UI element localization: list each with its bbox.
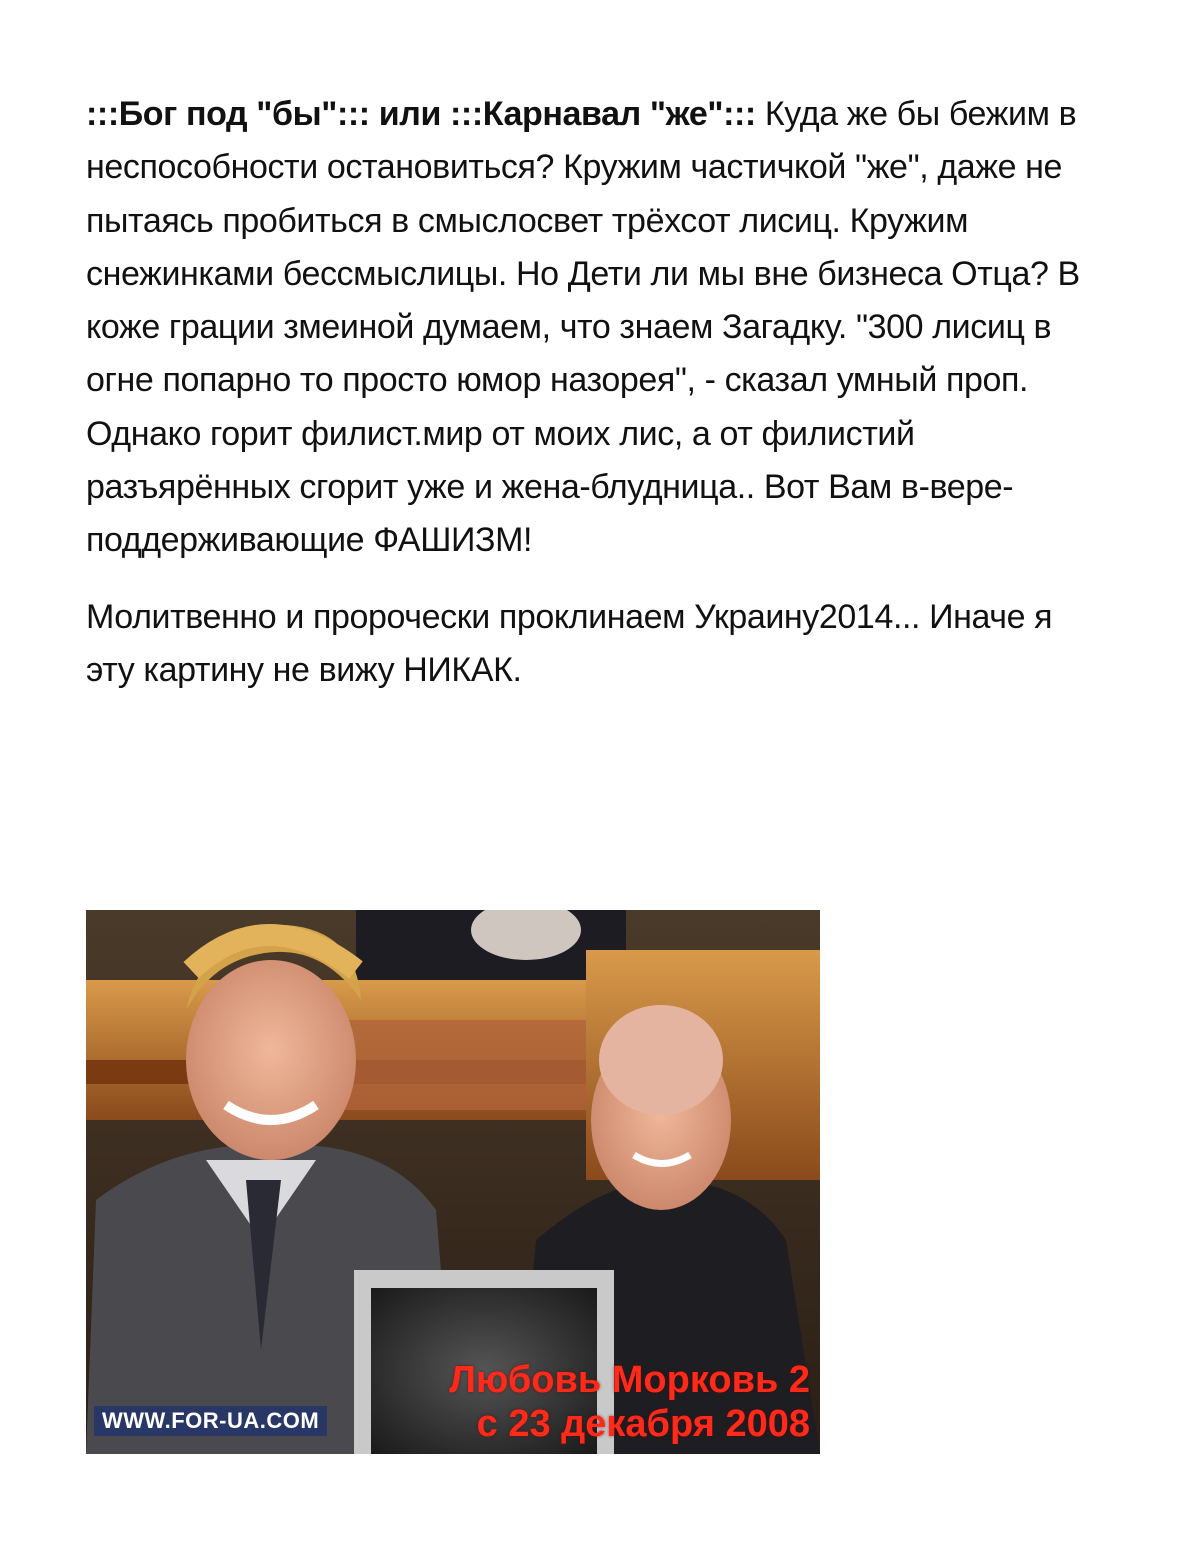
paragraph-1 [86, 88, 1106, 568]
photo [86, 910, 820, 1454]
photo-caption-line-2: с 23 декабря 2008 [476, 1403, 810, 1445]
paragraph-2: Молитвенно и пророчески проклинаем Украину2014... Иначе я эту картину не вижу НИКАК. [86, 597, 1053, 689]
article-body: Куда же бы бежим в неспособности остановиться? Кружим частичкой "же", даже не пытаясь пробиться в смыслосвет трёхсот лисиц. Кружим снежинками бессмыслицы. Но Дети ли мы вне бизнеса Отца? В коже грации змеиной думаем, что знаем Загадку. "300 лисиц в огне попарно то просто юмор назорея", - сказал умный проп. Однако горит филист.мир от моих лис, а от филистий разъярённых сгорит уже и жена-блудница.. Вот Вам в-вере-поддерживающие ФАШИЗМ! [86, 95, 1080, 560]
article-lead: :::Бог под "бы"::: или :::Карнавал "же"::: [86, 95, 756, 133]
photo-watermark: WWW.FOR-UA.COM [94, 1406, 327, 1436]
photo-caption-line-1: Любовь Морковь 2 [449, 1359, 810, 1401]
article [86, 88, 1106, 697]
